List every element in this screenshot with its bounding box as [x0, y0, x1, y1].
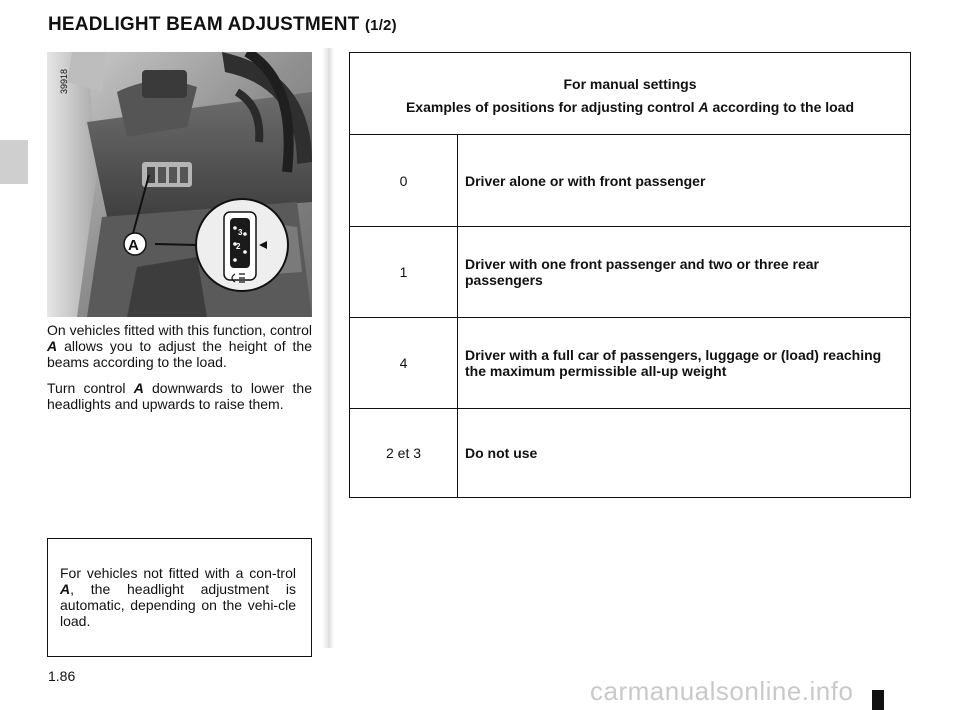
paragraph-2-before: Turn control [47, 380, 134, 396]
paragraph-2-after: downwards to lower the headlights and upwards to raise them. [47, 380, 312, 412]
table-row [350, 409, 910, 497]
body-paragraph-2 [47, 380, 312, 412]
corner-mark [872, 690, 884, 710]
row-position: 0 [350, 135, 458, 226]
body-paragraph-1 [47, 322, 312, 370]
row-description: Driver with a full car of passengers, luggage or (load) reaching the maximum permissible all-up weight [465, 347, 882, 379]
table-header-title: For manual settings [563, 76, 697, 92]
control-a-label: A [698, 99, 709, 115]
table-row [350, 318, 910, 409]
table-header [350, 53, 910, 135]
control-a-label: A [60, 581, 71, 597]
table-header-subtitle [350, 99, 910, 115]
page-title-suffix: (1/2) [364, 17, 397, 34]
page-title-text: HEADLIGHT BEAM ADJUSTMENT [48, 14, 360, 35]
photo-code [58, 56, 70, 96]
table-row [350, 135, 910, 227]
paragraph-1-after: allows you to adjust the height of the beams according to the load. [47, 338, 312, 370]
headlight-control-illustration [47, 52, 312, 317]
chapter-tab [0, 140, 28, 184]
column-divider [322, 48, 334, 648]
callout-label-a: A [128, 237, 139, 254]
dashboard-drawing [47, 52, 312, 317]
row-position: 1 [350, 227, 458, 317]
note-text [60, 565, 296, 629]
note-text-after: , the headlight adjustment is automatic, depending on the vehi-cle load. [60, 581, 296, 629]
control-a-label: A [47, 338, 58, 354]
header-subtitle-before: Examples of positions for adjusting control [405, 99, 699, 115]
dial-mark-2: 2 [236, 242, 241, 251]
row-description: Driver with one front passenger and two or three rear passengers [465, 256, 819, 288]
header-subtitle-after: according to the load [708, 99, 855, 115]
watermark: carmanualsonline.info [590, 676, 854, 706]
load-settings-table [349, 52, 911, 498]
row-position: 2 et 3 [350, 409, 458, 497]
photo-code-text: 39918 [59, 68, 69, 94]
note-text-before: For vehicles not fitted with a con-trol [60, 565, 296, 581]
paragraph-1-before: On vehicles fitted with this function, control [47, 322, 312, 338]
dial-mark-4: 3 [238, 228, 243, 237]
control-a-label: A [133, 380, 144, 396]
page-number: 1.86 [48, 668, 76, 684]
table-row [350, 227, 910, 318]
row-description: Do not use [465, 445, 538, 461]
row-position: 4 [350, 318, 458, 408]
row-description: Driver alone or with front passenger [465, 172, 706, 189]
note-box [47, 538, 312, 657]
page-title [48, 14, 397, 36]
